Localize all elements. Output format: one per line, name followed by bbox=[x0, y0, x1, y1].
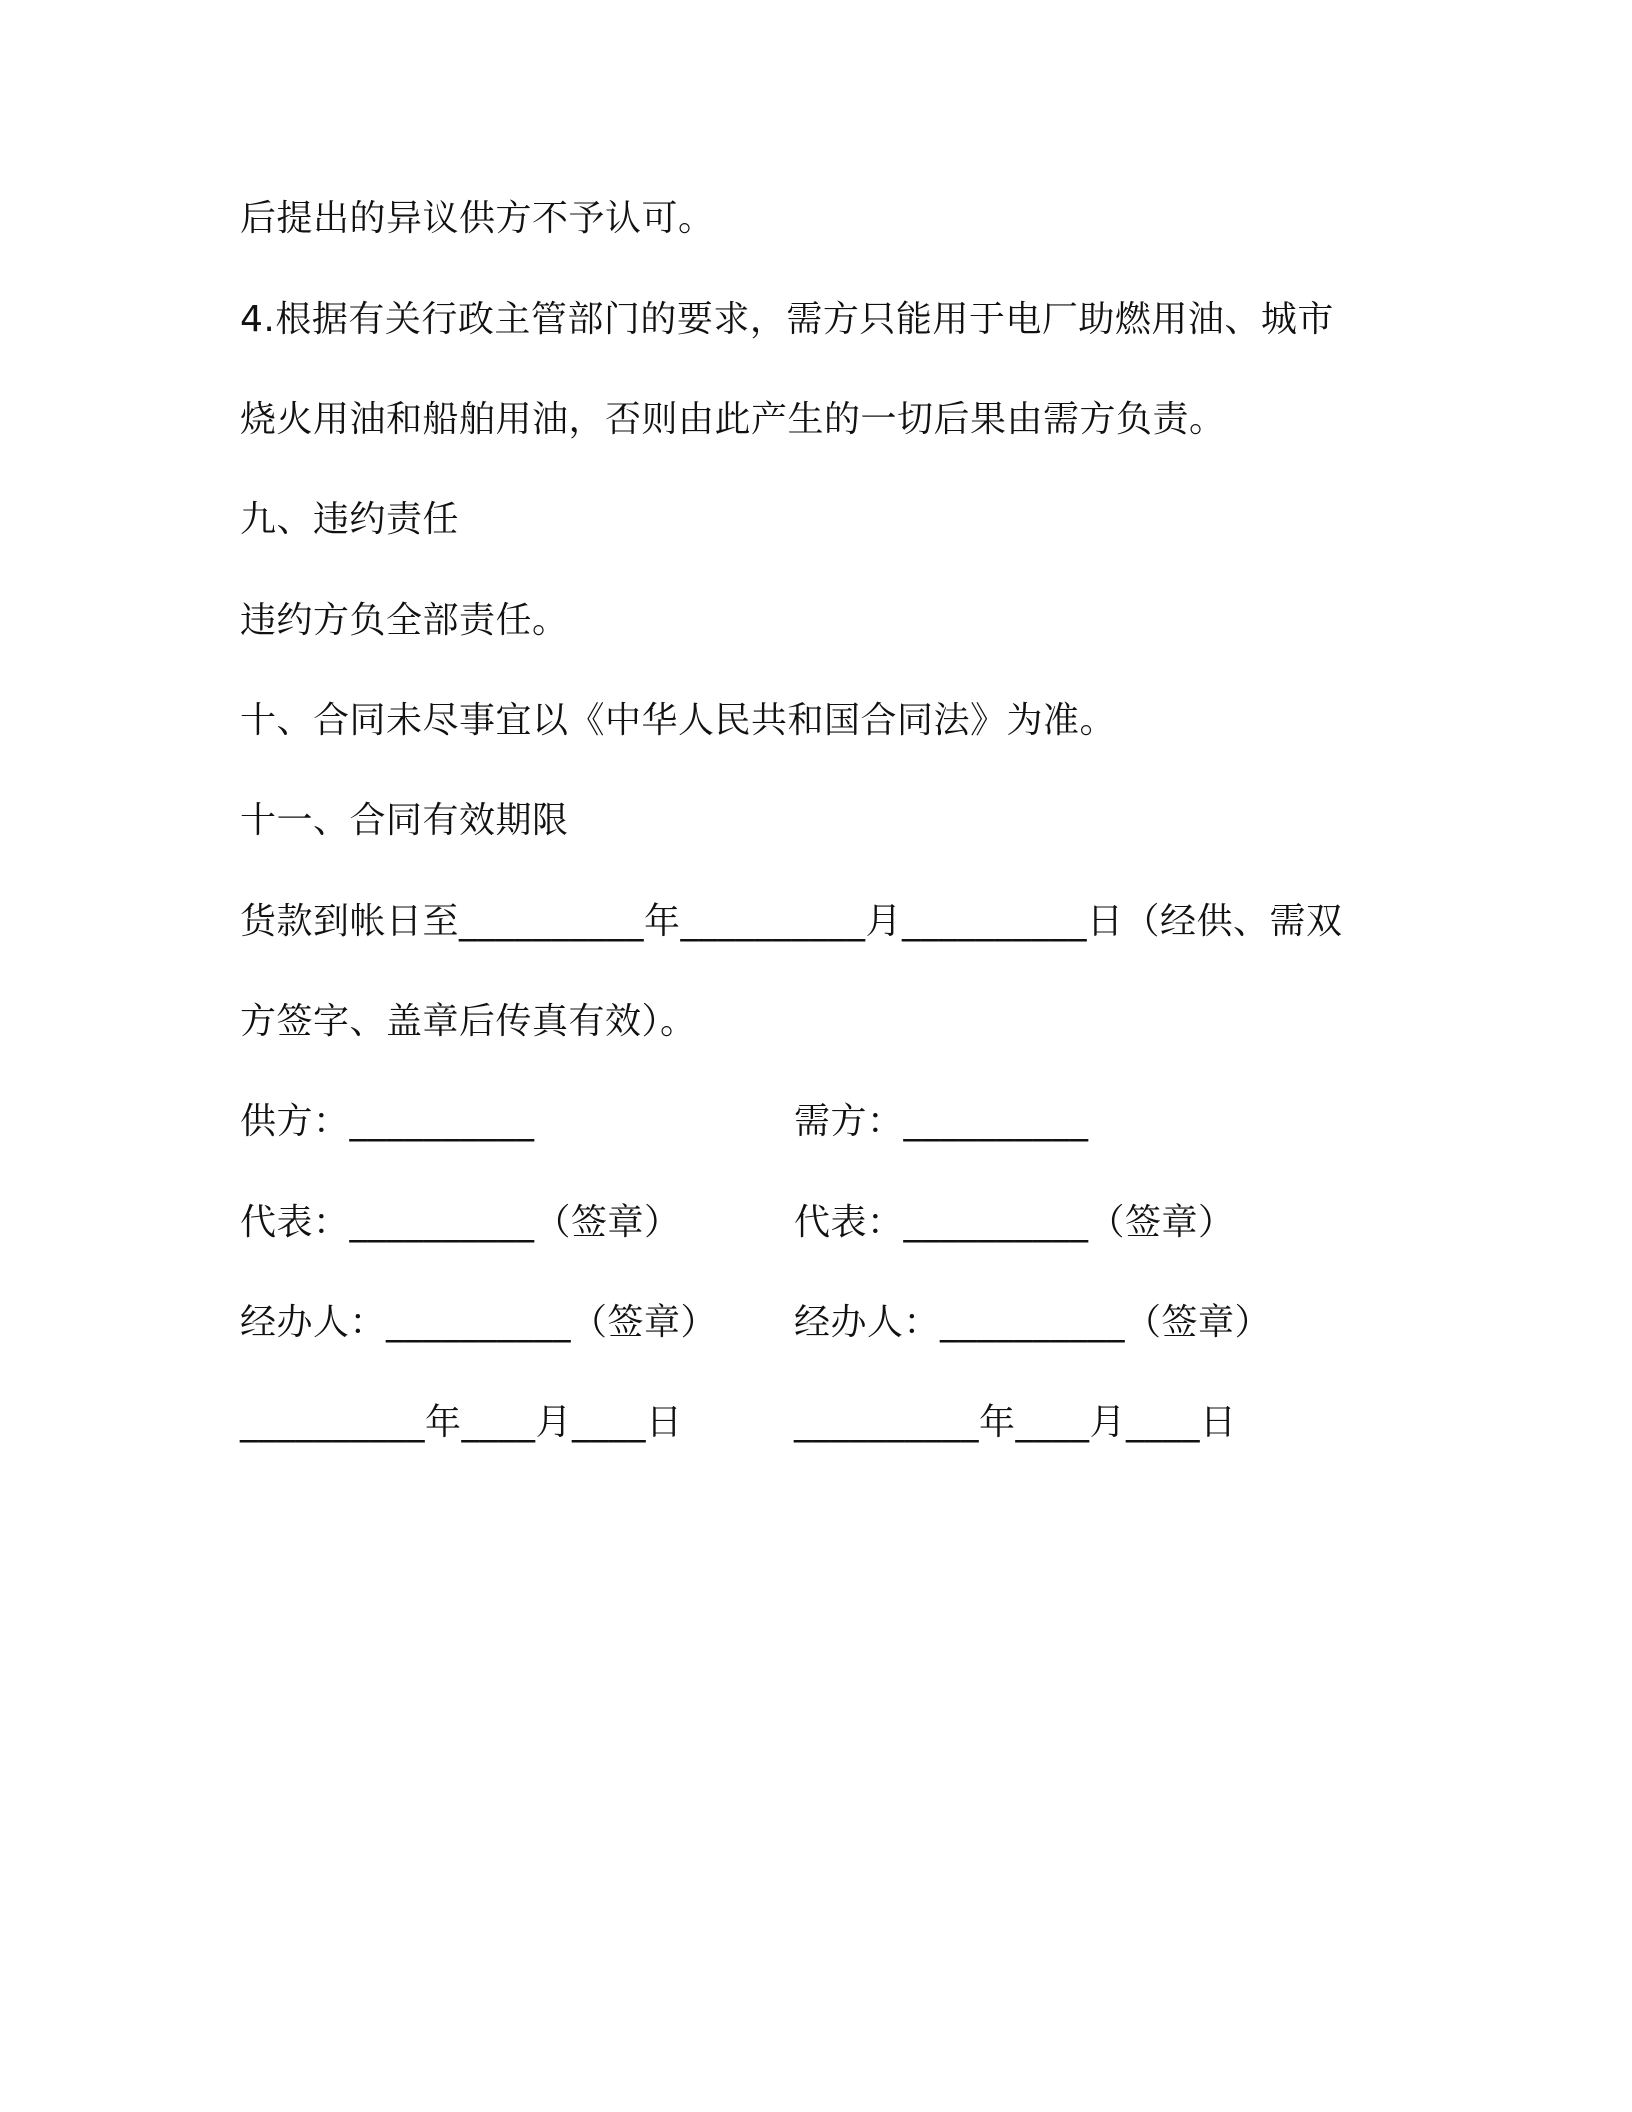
buyer-representative-line: 代表：__________（签章） bbox=[794, 1202, 1235, 1243]
clause-4-text-line-1: 4.根据有关行政主管部门的要求，需方只能用于电厂助燃用油、城市 bbox=[240, 299, 1334, 340]
supplier-handler-line: 经办人：__________（签章） bbox=[240, 1302, 718, 1343]
clause-continuation-text: 后提出的异议供方不予认可。 bbox=[240, 198, 715, 239]
buyer-party-line: 需方：__________ bbox=[794, 1101, 1089, 1142]
section-9-text: 违约方负全部责任。 bbox=[240, 600, 569, 641]
supplier-representative-line: 代表：__________（签章） bbox=[240, 1202, 681, 1243]
section-11-heading: 十一、合同有效期限 bbox=[240, 800, 569, 841]
supplier-date-line: __________年____月____日 bbox=[240, 1402, 683, 1443]
section-10-text: 十、合同未尽事宜以《中华人民共和国合同法》为准。 bbox=[240, 700, 1117, 741]
buyer-handler-line: 经办人：__________（签章） bbox=[794, 1302, 1272, 1343]
supplier-party-line: 供方：__________ bbox=[240, 1101, 535, 1142]
section-11-text-line-1: 货款到帐日至__________年__________月__________日（经供、需双 bbox=[240, 901, 1343, 942]
section-11-text-line-2: 方签字、盖章后传真有效）。 bbox=[240, 1001, 697, 1042]
buyer-date-line: __________年____月____日 bbox=[794, 1402, 1237, 1443]
section-9-heading: 九、违约责任 bbox=[240, 499, 460, 540]
clause-4-text-line-2: 烧火用油和船舶用油，否则由此产生的一切后果由需方负责。 bbox=[240, 399, 1226, 440]
